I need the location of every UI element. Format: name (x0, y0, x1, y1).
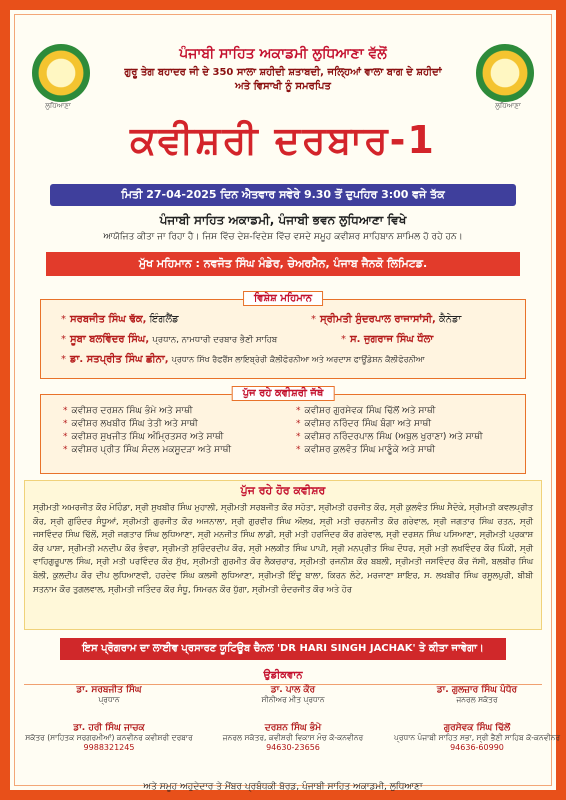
chief-guest-banner: ਮੁੱਖ ਮਹਿਮਾਨ : ਨਵਜੋਤ ਸਿੰਘ ਮੰਡੇਰ, ਚੇਅਰਮੈਨ, ਪੰਜਾਬ ਜੈਨਕੋ ਲਿਮਿਟਡ. (46, 252, 520, 276)
footer-text: ਅਤੇ ਸਮੂਹ ਅਹੁਦੇਦਾਰ ਤੇ ਮੈਂਬਰ ਪ੍ਰਬੰਧਕੀ ਬੋਰਡ, ਪੰਜਾਬੀ ਸਾਹਿਤ ਅਕਾਡਮੀ, ਲੁਧਿਆਣਾ (143, 782, 423, 792)
event-title: ਕਵੀਸ਼ਰੀ ਦਰਬਾਰ-1 (130, 118, 436, 162)
organizer-heading: ਪੰਜਾਬੀ ਸਾਹਿਤ ਅਕਾਡਮੀ ਲੁਧਿਆਣਾ ਵੱਲੋਂ (179, 46, 387, 62)
guest-item: * ਡਾ. ਸਤਪ੍ਰੀਤ ਸਿੰਘ ਛੀਨਾ, ਪ੍ਰਧਾਨ ਸਿੱਖ ਰੈਫਰੈਂਸ ਲਾਇਬ੍ਰੇਰੀ ਕੈਲੀਫੋਰਨੀਆ ਅਤੇ ਅਰਦਾਸ ਫਾਊਂਡੇਸ਼ਨ ਕੈਲੀਫੋਰਨੀਆ (61, 354, 425, 365)
organizer-role: ਜਨਰਲ ਸਕੱਤਰ, ਕਵੀਸ਼ਰੀ ਵਿਕਾਸ ਮੰਚ ਕੋ-ਕਨਵੀਨਰ (222, 733, 364, 742)
other-poets-title: ਪੁੱਜ ਰਹੇ ਹੋਰ ਕਵੀਸ਼ਰ (240, 484, 326, 497)
organizer-role: ਸੀਨੀਅਰ ਮੀਤ ਪ੍ਰਧਾਨ (261, 695, 325, 704)
event-note: ਆਯੋਜਿਤ ਕੀਤਾ ਜਾ ਰਿਹਾ ਹੈ। ਜਿਸ ਵਿੱਚ ਦੇਸ਼-ਵਿਦੇਸ਼ ਵਿੱਚ ਵਸਦੇ ਸਮੂਹ ਕਵੀਸ਼ਰ ਸਾਹਿਬਾਨ ਸ਼ਾਮਿਲ ਹੋ ਰਹੇ ਹਨ। (103, 232, 463, 242)
dedication-text (90, 66, 476, 94)
organizer-role: ਸਕੱਤਰ (ਸਾਹਿਤਕ ਸਰਗਰਮੀਆਂ) ਕਨਵੀਨਰ ਕਵੀਸ਼ਰੀ ਦਰਬਾਰ (25, 733, 193, 742)
guest-item: * ਸ. ਜੁਗਰਾਜ ਸਿੰਘ ਧੌਲਾ (341, 334, 434, 345)
academy-logo-icon (32, 44, 90, 102)
organizer-card (208, 685, 378, 705)
kavishri-jathe-box (40, 388, 526, 474)
organizer-name: ਦਰਸ਼ਨ ਸਿੰਘ ਭੰਮੇ (264, 723, 322, 733)
organizer-name: ਡਾ. ਪਾਲ ਕੌਰ (270, 685, 316, 695)
logo-caption: ਲੁਧਿਆਣਾ (495, 102, 521, 110)
logo-caption: ਲੁਧਿਆਣਾ (45, 102, 71, 110)
jatha-item: * ਕਵੀਸ਼ਰ ਨਰਿੰਦਰ ਸਿੰਘ ਬੰਗਾ ਅਤੇ ਸਾਥੀ (296, 419, 432, 429)
jatha-item: * ਕਵੀਸ਼ਰ ਪ੍ਰੀਤ ਸਿੰਘ ਸੰਦਲ ਮਕਸੂਦੜਾ ਅਤੇ ਸਾਥੀ (63, 445, 232, 455)
guest-item: * ਸਰਬਜੀਤ ਸਿੰਘ ਢੱਕ, ਇੰਗਲੈਂਡ (61, 314, 179, 325)
organizer-role: ਪ੍ਰਧਾਨ (98, 695, 120, 704)
organizer-name: ਗੁਰਸੇਵਕ ਸਿੰਘ ਢਿੱਲੋਂ (443, 723, 511, 733)
jatha-item: * ਕਵੀਸ਼ਰ ਗੁਰਸੇਵਕ ਸਿੰਘ ਢਿੱਲੋਂ ਅਤੇ ਸਾਥੀ (296, 406, 436, 416)
live-broadcast-banner: ਇਸ ਪ੍ਰੋਗਰਾਮ ਦਾ ਲਾਈਵ ਪ੍ਰਸਾਰਣ ਯੂਟਿਊਬ ਚੈਨਲ 'DR HARI SINGH JACHAK' ਤੇ ਕੀਤਾ ਜਾਵੇਗਾ। (60, 638, 506, 660)
organizer-name: ਡਾ. ਗੁਲਜ਼ਾਰ ਸਿੰਘ ਪੰਧੇਰ (436, 685, 518, 695)
jatha-item: * ਕਵੀਸ਼ਰ ਦਰਸ਼ਨ ਸਿੰਘ ਭੰਮੇ ਅਤੇ ਸਾਥੀ (63, 406, 193, 416)
organizer-phone: 94630-23656 (266, 743, 320, 752)
dedication-line: ਗੁਰੂ ਤੇਗ ਬਹਾਦਰ ਜੀ ਦੇ 350 ਸਾਲਾ ਸ਼ਹੀਦੀ ਸ਼ਤਾਬਦੀ, ਜਲ੍ਹਿਆਂ ਵਾਲਾ ਬਾਗ ਦੇ ਸ਼ਹੀਦਾਂ (124, 67, 442, 78)
organizer-card (392, 685, 562, 705)
other-poets-list: ਸ੍ਰੀਮਤੀ ਅਮਰਜੀਤ ਕੌਰ ਮੋਹਿੰਡਾ, ਸ੍ਰੀ ਸੁਖਬੀਰ ਸਿੰਘ ਮੁਹਾਲੀ, ਸ੍ਰੀਮਤੀ ਸਰਬਜੀਤ ਕੌਰ ਸਹੋਤਾ, ਸ੍ਰੀਮਤੀ ਹਰਜੀਤ ਕੌਰ, ਸ੍ਰੀ ਕੁਲਵੰਤ ਸਿੰਘ ਸੈਦੋਕੇ, ਸ੍ਰੀਮਤੀ ਕਵਲਪ੍ਰੀਤ ਕੌਰ, ਸ੍ਰੀ ਗੁਰਿੰਦਰ ਸੰਧੂਆਂ, ਸ੍ਰੀਮਤੀ ਗੁਰਜੀਤ ਕੌਰ ਅਜਨਾਲਾ, ਸ੍ਰੀ ਗੁਰਵੀਰ ਸਿੰਘ ਔਲਖ, ਸ੍ਰੀ ਮਤੀ ਚਰਨਜੀਤ ਕੌਰ ਗਰੇਵਾਲ, ਸ੍ਰੀ ਜਗਤਾਰ ਸਿੰਘ ਰਤਨ, ਸ੍ਰੀ ਜਸਵਿੰਦਰ ਸਿੰਘ ਢਿੱਲੋਂ, ਸ੍ਰੀ ਜਗਤਾਰ ਸਿੰਘ ਲੁਧਿਆਣਾ, ਸ੍ਰੀ ਮਨਜੀਤ ਸਿੰਘ ਲਾਡੀ, ਸ੍ਰੀ ਮਤੀ ਹਰਜਿੰਦਰ ਕੌਰ ਗਰੇਵਾਲ, ਸ੍ਰੀ ਦਰਸ਼ਨ ਸਿੰਘ ਪਸਿਆਣਾ, ਸ੍ਰੀਮਤੀ ਪ੍ਰਕਾਸ਼ ਕੌਰ ਪਾਸ਼ਾ, ਸ੍ਰੀਮਤੀ ਮਨਦੀਪ ਕੌਰ ਭੰਵਰਾ, ਸ੍ਰੀਮਤੀ ਸੁਰਿੰਦਰਦੀਪ ਕੌਰ, ਸ੍ਰੀ ਮਲਕੀਤ ਸਿੰਘ ਪਾਪੀ, ਸ੍ਰੀ ਮਨਪ੍ਰੀਤ ਸਿੰਘ ਦੌਧਰ, ਸ੍ਰੀ ਮਤੀ ਲਖਵਿੰਦਰ ਕੌਰ ਪਿੰਕੀ, ਸ੍ਰੀ ਵਾਹਿਗੁਰੂਪਾਲ ਸਿੰਘ, ਸ੍ਰੀ ਮਤੀ ਪਰਵਿੰਦਰ ਕੌਰ ਸੁੱਖ, ਸ੍ਰੀਮਤੀ ਗੁਰਮੀਤ ਕੌਰ ਲੈਕਚਰਾਰ, ਸ੍ਰੀਮਤੀ ਰਜਨੀਸ਼ ਕੌਰ ਬਬਲੀ, ਸ੍ਰੀਮਤੀ ਜਸਵਿੰਦਰ ਕੌਰ ਜੱਸੀ, ਬਲਬੀਰ ਸਿੰਘ ਬੋਲੀ, ਕੁਲਦੀਪ ਕੌਰ ਦੀਪ ਲੁਧਿਆਣਵੀ, ਹਰਦੇਵ ਸਿੰਘ ਕਲਸੀ ਲੁਧਿਆਣਾ, ਸ੍ਰੀਮਤੀ ਇੰਦੂ ਬਾਲਾ, ਕਿਰਨ ਲੋਟੇ, ਮਰਜਾਣਾ ਸ਼ਾਇਰ, ਸ. ਲਖਬੀਰ ਸਿੰਘ ਰਸੂਲਪੁਰੀ, ਬੀਬੀ ਸਤਨਾਮ ਕੌਰ ਤੁਗਲਵਾਲ, ਸ੍ਰੀਮਤੀ ਜਤਿੰਦਰ ਕੌਰ ਸੰਧੂ, ਸਿਮਰਨ ਕੌਰ ਧੁੱਗਾ, ਸ੍ਰੀਮਤੀ ਚੰਦਰਜੀਤ ਕੌਰ ਅਤੇ ਹੋਰ (33, 502, 533, 594)
jatha-item: * ਕਵੀਸ਼ਰ ਨਰਿੰਦਰਪਾਲ ਸਿੰਘ (ਅਬੁਲ ਖੁਰਾਣਾ) ਅਤੇ ਸਾਥੀ (296, 432, 483, 442)
hosts-heading: ਉਡੀਕਵਾਨ (263, 670, 303, 681)
organizer-role: ਜਨਰਲ ਸਕੱਤਰ (456, 695, 498, 704)
organizer-card (24, 685, 194, 705)
other-poets-section (24, 480, 542, 630)
organizer-name: ਡਾ. ਹਰੀ ਸਿੰਘ ਜਾਚਕ (73, 723, 145, 733)
jatha-item: * ਕਵੀਸ਼ਰ ਸੁਖਜੀਤ ਸਿੰਘ ਅੰਮ੍ਰਿਤਸਰ ਅਤੇ ਸਾਥੀ (63, 432, 224, 442)
jathe-right-list (296, 405, 483, 457)
organizer-card (392, 723, 562, 752)
special-guests-box (40, 293, 526, 379)
jatha-item: * ਕਵੀਸ਼ਰ ਕੁਲਵੰਤ ਸਿੰਘ ਮਾਣੂੰਕੇ ਅਤੇ ਸਾਥੀ (296, 445, 436, 455)
special-guests-title: ਵਿਸ਼ੇਸ਼ ਮਹਿਮਾਨ (243, 291, 323, 306)
guest-item: * ਸੂਬਾ ਬਲਵਿੰਦਰ ਸਿੰਘ, ਪ੍ਰਧਾਨ, ਨਾਮਧਾਰੀ ਦਰਬਾਰ ਭੈਣੀ ਸਾਹਿਬ (61, 334, 278, 345)
venue: ਪੰਜਾਬੀ ਸਾਹਿਤ ਅਕਾਡਮੀ, ਪੰਜਾਬੀ ਭਵਨ ਲੁਧਿਆਣਾ ਵਿਖੇ (159, 213, 407, 227)
organizer-card (208, 723, 378, 752)
organizer-phone: 9988321245 (83, 743, 135, 752)
organizer-role: ਪ੍ਰਧਾਨ ਪੰਜਾਬੀ ਸਾਹਿਤ ਸਭਾ, ਸ੍ਰੀ ਭੈਣੀ ਸਾਹਿਬ ਕੋ-ਕਨਵੀਨਰ (393, 733, 561, 742)
date-banner: ਮਿਤੀ 27-04-2025 ਦਿਨ ਐਤਵਾਰ ਸਵੇਰੇ 9.30 ਤੋਂ ਦੁਪਹਿਰ 3:00 ਵਜੇ ਤੱਕ (50, 184, 516, 206)
academy-logo-icon (476, 44, 534, 102)
organizer-phone: 94636-60990 (450, 743, 504, 752)
jathe-title: ਪੁੱਜ ਰਹੇ ਕਵੀਸ਼ਰੀ ਜੱਥੇ (232, 386, 335, 401)
organizer-card (24, 723, 194, 752)
organizer-name: ਡਾ. ਸਰਬਜੀਤ ਸਿੰਘ (76, 685, 142, 695)
organizers (24, 684, 561, 783)
dedication-line: ਅਤੇ ਵਿਸਾਖੀ ਨੂੰ ਸਮਰਪਿਤ (235, 81, 331, 92)
guest-item: * ਸ੍ਰੀਮਤੀ ਸੁੰਦਰਪਾਲ ਰਾਜਾਸਾਂਸੀ, ਕੈਨੇਡਾ (311, 314, 462, 325)
jathe-left-list (63, 405, 231, 457)
jatha-item: * ਕਵੀਸ਼ਰ ਲਖਬੀਰ ਸਿੰਘ ਤੇਤੀ ਅਤੇ ਸਾਥੀ (63, 419, 198, 429)
